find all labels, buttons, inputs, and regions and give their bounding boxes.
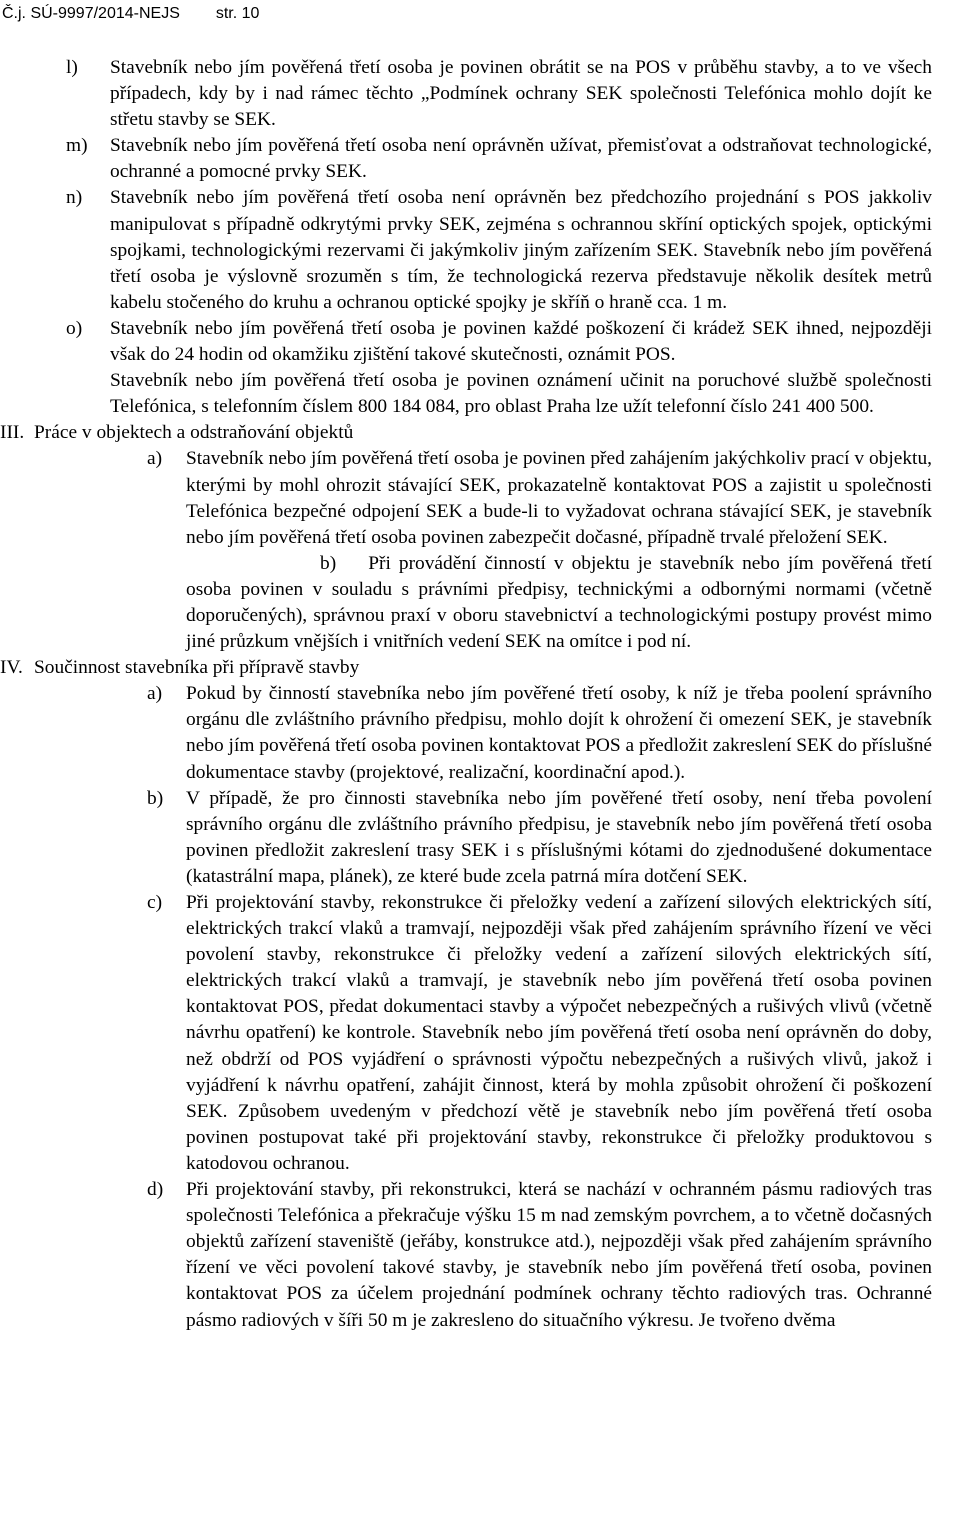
- item-text: Pokud by činností stavebníka nebo jím pověřené třetí osoby, k níž je třeba poolení správního orgánu dle zvláštního právního předpisu, mohlo dojít k ohrožení či omezení SEK, je stavebník nebo jím pověřená třetí osoba povinen kontaktovat POS a předložit zakreslení SEK do příslušné dokumentace stavby (projektové, realizační, koordinační apod.).: [186, 683, 932, 783]
- section-heading-4: [0, 655, 960, 681]
- page-number: str. 10: [215, 5, 260, 22]
- item-label: b): [320, 552, 337, 574]
- item-label: a): [147, 448, 163, 470]
- section-title: Součinnost stavebníka při přípravě stavby: [34, 657, 360, 679]
- section-title: Práce v objektech a odstraňování objektů: [34, 422, 354, 444]
- section-heading-3: [0, 420, 960, 446]
- section-4-item-a: [0, 681, 960, 785]
- item-label: a): [147, 683, 163, 705]
- document-reference: Č.j. SÚ-9997/2014-NEJS: [2, 5, 180, 22]
- item-text: Stavebník nebo jím pověřená třetí osoba je povinen před zahájením jakýchkoliv prací v objektu, kterými by mohl ohrozit stávající SEK, prokazatelně kontaktovat POS a zajistit u společnosti Telefónica bezpečné odpojení SEK a bude-li to vyžadovat ochrana stávající SEK, je stavebník nebo jím pověřená třetí osoba povinen zabezpečit dočasné, případně trvalé přeložení SEK.: [186, 448, 932, 548]
- list-item-l: [0, 55, 960, 133]
- item-text: Při projektování stavby, rekonstrukce či přeložky vedení a zařízení silových elektrických sítí, elektrických trakcí vlaků a tramvají, nejpozději však před zahájením správního řízení ve věci povolení stavby, rekonstrukce či přeložky vedení a zařízení silových elektrických sítí, elektrických trakcí vlaků a tramvají, je stavebník nebo jím pověřená třetí osoba povinen kontaktovat POS, předat dokumentaci stavby a výpočet nebezpečných a rušivých vlivů (včetně návrhu opatření) ke kontrole. Stavebník nebo jím pověřená třetí osoba není oprávněn do doby, než obdrží od POS vyjádření o správnosti výpočtu nebezpečných a rušivých vlivů, jakož i vyjádření k návrhu opatření, zahájit činnost, která by mohla způsobit ohrožení či poškození SEK. Způsobem uvedeným v předchozí větě je stavebník nebo jím pověřená třetí osoba povinen postupovat také při projektování stavby, rekonstrukce či přeložky produktovou s katodovou ochranou.: [186, 892, 932, 1174]
- section-3-item-a: [0, 446, 960, 550]
- item-text: Stavebník nebo jím pověřená třetí osoba je povinen obrátit se na POS v průběhu stavby, a to ve všech případech, kdy by i nad rámec těchto „Podmínek ochrany SEK společnosti Telefónica mohlo dojít ke střetu stavby se SEK.: [110, 57, 932, 131]
- item-text: Při projektování stavby, při rekonstrukci, která se nachází v ochranném pásmu radiových tras společnosti Telefónica a překračuje výšku 15 m nad zemským povrchem, a to včetně dočasných objektů zařízení staveniště (jeřáby, konstrukce atd.), nejpozději však před zahájením správního řízení ve věci povolení takové stavby, je stavebník nebo jím pověřená třetí osoba, povinen kontaktovat POS za účelem projednání podmínek ochrany těchto radiových tras. Ochranné pásmo radiových v šíři 50 m je zakreslenо do situačního výkresu. Je tvořeno dvěma: [186, 1179, 932, 1331]
- document-body: [0, 55, 960, 1334]
- section-4-item-c: [0, 890, 960, 1177]
- item-text: Stavebník nebo jím pověřená třetí osoba není oprávněn bez předchozího projednání s POS jakkoliv manipulovat s případně odkrytými prvky SEK, zejména s ochrannou skříní optických spojek, optickými spojkami, technologickými rezervami či jakýmkoliv jiným zařízením SEK. Stavebník nebo jím pověřená třetí osoba je výslovně srozuměn s tím, že technologická rezerva představuje několik desítek metrů kabelu stočeného do kruhu a ochranou optické spojky je skříň o hraně cca. 1 m.: [110, 187, 932, 313]
- section-3-item-b: [0, 551, 960, 655]
- item-label: c): [147, 892, 163, 913]
- item-label: b): [147, 787, 164, 809]
- item-text: V případě, že pro činnosti stavebníka nebo jím pověřené třetí osoby, není třeba povolení správního orgánu dle zvláštního právního předpisu, je stavebník nebo jím pověřená třetí osoba povinen předložit zakreslení trasy SEK i s příslušnými kótami do zjednodušené dokumentace (katastrální mapa, plánek), ze které bude zcela patrná míra dotčení SEK.: [186, 787, 932, 887]
- item-label: l): [66, 57, 78, 78]
- section-number: IV.: [0, 657, 23, 679]
- item-label: m): [66, 135, 88, 157]
- list-item-m: [0, 133, 960, 185]
- item-label: o): [66, 317, 83, 339]
- item-text: Stavebník nebo jím pověřená třetí osoba není oprávněn užívat, přemisťovat a odstraňovat technologické, ochranné a pomocné prvky SEK.: [110, 135, 932, 183]
- page-header: [2, 4, 259, 24]
- item-text-continued: Stavebník nebo jím pověřená třetí osoba je povinen oznámení učinit na poruchové službě společnosti Telefónica, s telefonním číslem 800 184 084, pro oblast Praha lze užít telefonní číslo 241 400 500.: [110, 370, 932, 418]
- item-label: d): [147, 1179, 164, 1201]
- item-text: Stavebník nebo jím pověřená třetí osoba je povinen každé poškození či krádež SEK ihned, nejpozději však do 24 hodin od okamžiku zjištění takové skutečnosti, oznámit POS.: [110, 317, 932, 366]
- list-item-o: [0, 316, 960, 420]
- item-label: n): [66, 187, 83, 209]
- section-number: III.: [0, 422, 25, 444]
- item-text: Při provádění činností v objektu je stavebník nebo jím pověřená třetí osoba povinen v souladu s právními předpisy, technickými a odbornými normami (včetně doporučených), správnou praxí v oboru stavebnictví a technologickými postupy provést mimo jiné průzkum vnějších i vnitřních vedení SEK na omítce i pod ní.: [186, 552, 932, 653]
- list-item-n: [0, 185, 960, 315]
- section-4-item-b: [0, 786, 960, 890]
- section-4-item-d: [0, 1177, 960, 1334]
